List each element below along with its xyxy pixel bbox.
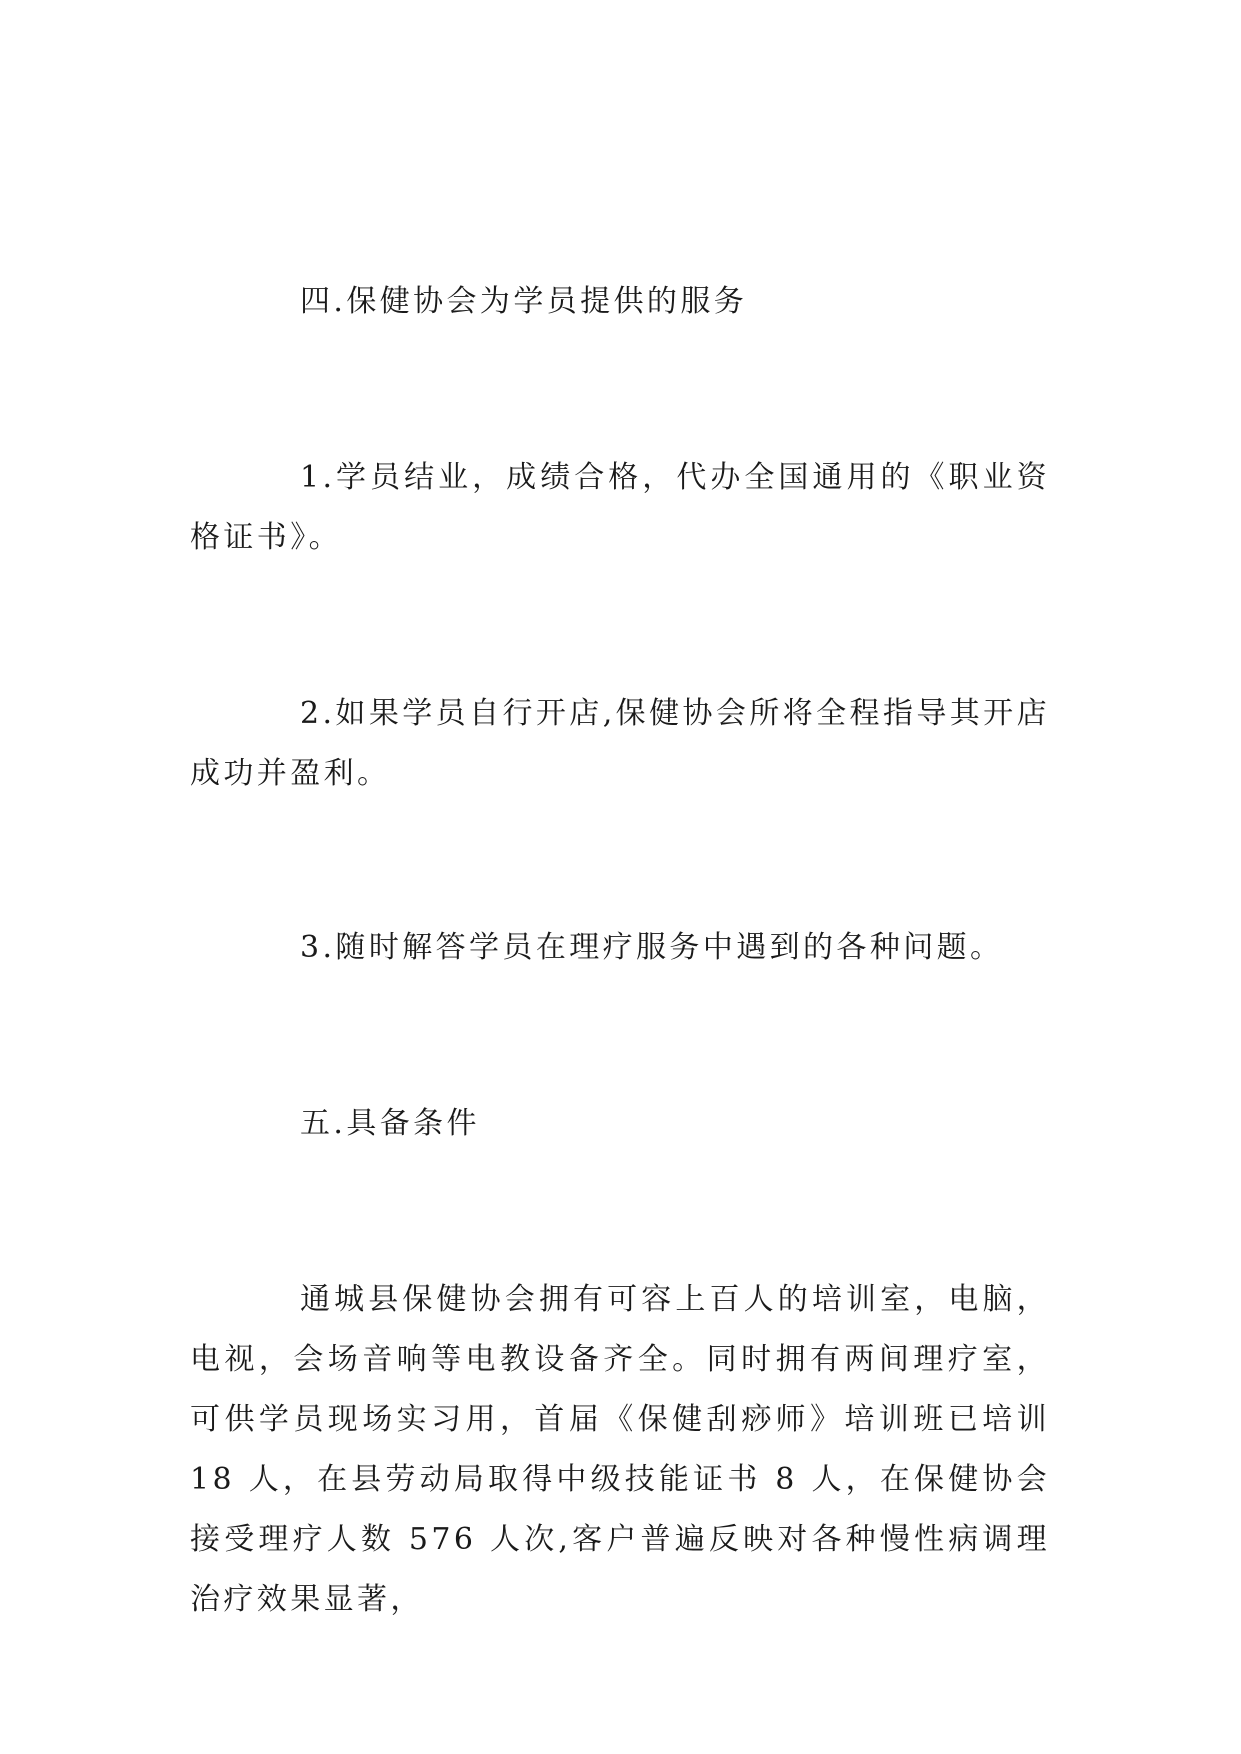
service-item-1: 1.学员结业，成绩合格，代办全国通用的《职业资格证书》。 <box>190 460 1050 555</box>
service-item-2: 2.如果学员自行开店,保健协会所将全程指导其开店成功并盈利。 <box>190 696 1050 791</box>
service-item-3: 3.随时解答学员在理疗服务中遇到的各种问题。 <box>300 930 1004 965</box>
conditions-paragraph: 通城县保健协会拥有可容上百人的培训室，电脑，电视，会场音响等电教设备齐全。同时拥有两间理疗室，可供学员现场实习用，首届《保健刮痧师》培训班已培训 18 人，在县劳动局取得中级技能证书 8 人，在保健协会接受理疗人数 576 人次,客户普遍反映对各种慢性病调理治疗效果显著， <box>190 1282 1050 1617</box>
section-heading-four: 四.保健协会为学员提供的服务 <box>300 284 748 319</box>
section-heading-five: 五.具备条件 <box>300 1106 480 1141</box>
